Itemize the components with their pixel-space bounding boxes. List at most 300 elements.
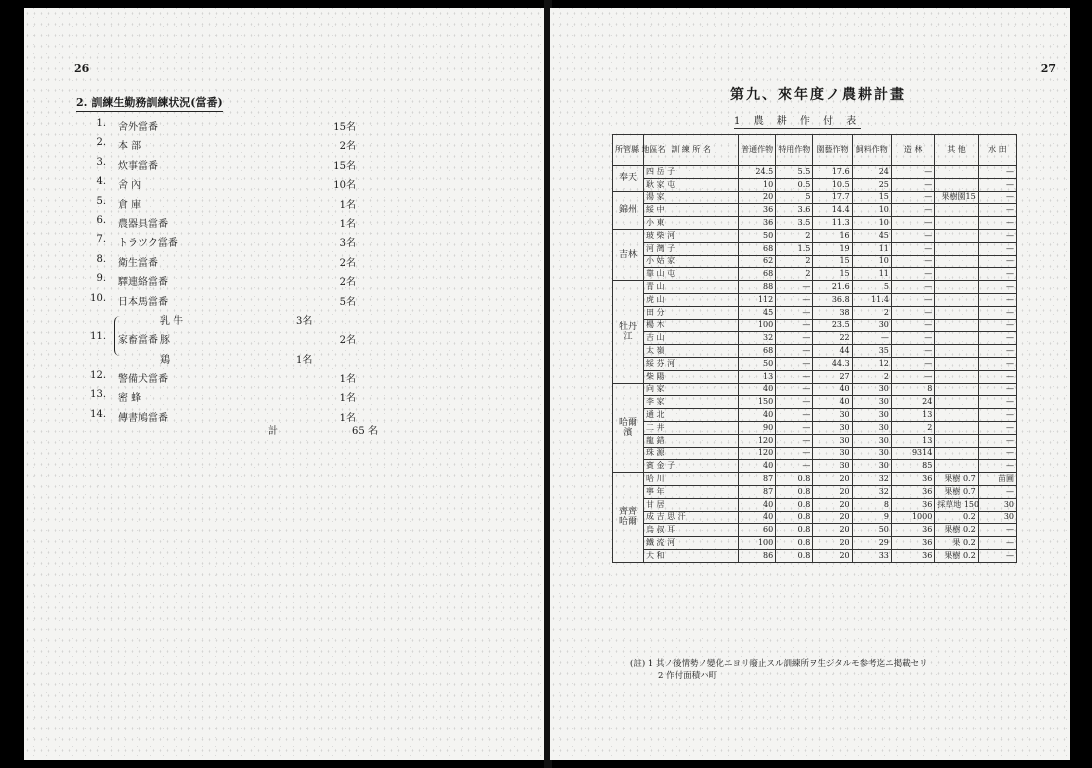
table-row <box>613 217 1017 230</box>
item-number: 9. <box>96 273 106 285</box>
item-count: 1名 <box>339 412 356 424</box>
value-cell: 0.8 <box>776 524 813 537</box>
value-cell: — <box>776 383 813 396</box>
item-count: 15名 <box>333 160 356 172</box>
value-cell: 8 <box>891 383 934 396</box>
value-cell: 果 0.2 <box>935 537 978 550</box>
value-cell: — <box>891 191 934 204</box>
value-cell: 36 <box>891 524 934 537</box>
value-cell: 20 <box>813 537 852 550</box>
value-cell: 17.6 <box>813 166 852 179</box>
value-cell: 40 <box>739 460 776 473</box>
item-number: 5. <box>96 195 106 207</box>
value-cell <box>935 357 978 370</box>
school-name: 珠 源 <box>643 447 738 460</box>
value-cell <box>935 268 978 281</box>
school-name: 烏 叔 耳 <box>643 524 738 537</box>
value-cell: 36 <box>891 549 934 562</box>
table-row <box>613 255 1017 268</box>
value-cell: 0.8 <box>776 473 813 486</box>
value-cell: 14.4 <box>813 204 852 217</box>
value-cell: 90 <box>739 421 776 434</box>
duty-list <box>84 118 384 428</box>
value-cell: 22 <box>813 332 852 345</box>
value-cell: 3.5 <box>776 217 813 230</box>
value-cell: — <box>978 485 1016 498</box>
value-cell: 44 <box>813 345 852 358</box>
item-name: 農器具當番 <box>118 218 168 230</box>
item-name: 炊事當番 <box>118 160 158 172</box>
item-number: 2. <box>96 137 106 149</box>
value-cell: 120 <box>739 434 776 447</box>
livestock-brace <box>114 316 121 356</box>
value-cell: 30 <box>978 498 1016 511</box>
value-cell: — <box>891 178 934 191</box>
value-cell: 9 <box>852 511 891 524</box>
section-title: 2. 訓練生勤務訓練状況(當番) <box>76 94 223 112</box>
school-name: 成 吉 思 汗 <box>643 511 738 524</box>
value-cell: 32 <box>852 485 891 498</box>
item-number: 13. <box>90 389 106 401</box>
value-cell: — <box>776 460 813 473</box>
table-row <box>613 293 1017 306</box>
item-count: 2名 <box>339 334 356 346</box>
school-name: 柴 陽 <box>643 370 738 383</box>
right-page <box>550 8 1070 760</box>
school-name: 甘 居 <box>643 498 738 511</box>
value-cell: — <box>776 421 813 434</box>
value-cell: 24 <box>891 396 934 409</box>
value-cell: 25 <box>852 178 891 191</box>
item-count: 15名 <box>333 122 356 133</box>
table-row <box>613 178 1017 191</box>
school-name: 四 岳 子 <box>643 166 738 179</box>
value-cell: 20 <box>813 473 852 486</box>
table-row <box>613 549 1017 562</box>
value-cell: 30 <box>852 434 891 447</box>
value-cell: 87 <box>739 473 776 486</box>
value-cell <box>935 229 978 242</box>
livestock-count: 1名 <box>296 354 313 366</box>
value-cell: — <box>891 268 934 281</box>
footnotes <box>630 658 928 682</box>
value-cell: 5 <box>852 281 891 294</box>
school-name: 耿 家 屯 <box>643 178 738 191</box>
table-row <box>613 421 1017 434</box>
value-cell: 40 <box>813 383 852 396</box>
value-cell: 2 <box>776 268 813 281</box>
value-cell: 44.3 <box>813 357 852 370</box>
value-cell: 11.4 <box>852 293 891 306</box>
value-cell: 50 <box>739 357 776 370</box>
value-cell: 87 <box>739 485 776 498</box>
total-value: 65 名 <box>352 426 378 437</box>
table-row <box>613 460 1017 473</box>
value-cell: 68 <box>739 242 776 255</box>
value-cell: 38 <box>813 306 852 319</box>
value-cell: 1000 <box>891 511 934 524</box>
table-row <box>613 229 1017 242</box>
school-name: 向 家 <box>643 383 738 396</box>
school-name: 小 東 <box>643 217 738 230</box>
school-name: 虎 山 <box>643 293 738 306</box>
page-number-left: 26 <box>74 62 90 75</box>
item-number: 12. <box>90 369 106 381</box>
value-cell <box>935 204 978 217</box>
value-cell: — <box>978 178 1016 191</box>
value-cell: — <box>776 345 813 358</box>
value-cell: — <box>891 332 934 345</box>
column-header: 園藝作物 <box>813 135 852 166</box>
value-cell: — <box>852 332 891 345</box>
total-label: 計 <box>268 426 278 437</box>
value-cell: — <box>978 447 1016 460</box>
value-cell: 32 <box>739 332 776 345</box>
value-cell: — <box>776 409 813 422</box>
value-cell: 32 <box>852 473 891 486</box>
value-cell: — <box>978 191 1016 204</box>
value-cell <box>935 281 978 294</box>
value-cell: 30 <box>852 447 891 460</box>
value-cell <box>935 409 978 422</box>
value-cell: 1.5 <box>776 242 813 255</box>
school-name: 大 和 <box>643 549 738 562</box>
table-row <box>613 383 1017 396</box>
value-cell: — <box>891 357 934 370</box>
school-name: 哈 川 <box>643 473 738 486</box>
value-cell: 果樹 0.7 <box>935 485 978 498</box>
page-number-right: 27 <box>1040 62 1056 75</box>
school-name: 青 山 <box>643 281 738 294</box>
item-number: 6. <box>96 214 106 226</box>
school-name: 小 姑 家 <box>643 255 738 268</box>
item-count: 2名 <box>339 277 356 289</box>
value-cell: — <box>978 255 1016 268</box>
table-row <box>613 166 1017 179</box>
value-cell: 36 <box>739 217 776 230</box>
value-cell: 30 <box>852 383 891 396</box>
item-number: 7. <box>96 234 106 246</box>
school-name: 綏 中 <box>643 204 738 217</box>
item-name: 日本馬當番 <box>118 296 168 308</box>
value-cell: — <box>978 537 1016 550</box>
value-cell: 13 <box>739 370 776 383</box>
item-number: 1. <box>96 118 106 129</box>
column-header: 水 田 <box>978 135 1016 166</box>
region-cell: 錦州 <box>613 191 644 229</box>
table-row <box>613 498 1017 511</box>
table-row <box>613 537 1017 550</box>
value-cell: — <box>891 293 934 306</box>
value-cell: — <box>776 357 813 370</box>
value-cell: 36.8 <box>813 293 852 306</box>
value-cell: 30 <box>813 460 852 473</box>
item-count: 3名 <box>339 238 356 250</box>
value-cell: — <box>891 204 934 217</box>
value-cell: 9314 <box>891 447 934 460</box>
value-cell: — <box>776 319 813 332</box>
sub-title: 1 農 耕 作 付 表 <box>734 112 861 129</box>
table-row <box>613 370 1017 383</box>
table-row <box>613 524 1017 537</box>
region-cell: 吉林 <box>613 229 644 280</box>
table-row <box>613 511 1017 524</box>
value-cell: — <box>891 281 934 294</box>
livestock-name: 豚 <box>160 335 170 347</box>
value-cell <box>935 319 978 332</box>
value-cell: 0.8 <box>776 549 813 562</box>
school-name: 鐵 流 河 <box>643 537 738 550</box>
left-page <box>24 8 546 760</box>
value-cell: — <box>891 306 934 319</box>
value-cell: 40 <box>739 383 776 396</box>
value-cell: 50 <box>852 524 891 537</box>
list-item <box>84 215 384 234</box>
item-count: 5名 <box>339 296 356 308</box>
value-cell: 0.2 <box>935 511 978 524</box>
school-name: 通 北 <box>643 409 738 422</box>
school-name: 河 灣 子 <box>643 242 738 255</box>
value-cell: 68 <box>739 345 776 358</box>
value-cell: 62 <box>739 255 776 268</box>
value-cell: 23.5 <box>813 319 852 332</box>
item-name: 警備犬當番 <box>118 373 168 385</box>
item-name: 密 蜂 <box>118 393 142 405</box>
value-cell: — <box>891 255 934 268</box>
value-cell: — <box>891 166 934 179</box>
item-name: 本 部 <box>118 141 142 153</box>
value-cell: 苗圃 <box>978 473 1016 486</box>
value-cell <box>935 370 978 383</box>
value-cell: 88 <box>739 281 776 294</box>
value-cell: — <box>978 293 1016 306</box>
item-number: 3. <box>96 156 106 168</box>
list-item <box>84 118 384 137</box>
item-name: 舍外當番 <box>118 122 158 133</box>
region-cell: 哈爾濱 <box>613 383 644 473</box>
item-count: 1名 <box>339 199 356 211</box>
value-cell: — <box>978 549 1016 562</box>
item-number: 14. <box>90 408 106 420</box>
value-cell <box>935 255 978 268</box>
list-item <box>84 370 384 389</box>
value-cell: 30 <box>852 396 891 409</box>
value-cell: — <box>891 229 934 242</box>
value-cell: 36 <box>891 537 934 550</box>
value-cell: 36 <box>891 485 934 498</box>
table-row <box>613 306 1017 319</box>
value-cell: 10 <box>852 204 891 217</box>
list-item <box>84 157 384 176</box>
value-cell: 30 <box>813 434 852 447</box>
table-row <box>613 485 1017 498</box>
table-row <box>613 409 1017 422</box>
value-cell: — <box>978 396 1016 409</box>
value-cell: 11.3 <box>813 217 852 230</box>
value-cell: 0.8 <box>776 537 813 550</box>
item-name: 舍 內 <box>118 180 142 192</box>
value-cell: 112 <box>739 293 776 306</box>
value-cell: 30 <box>813 409 852 422</box>
value-cell: — <box>978 383 1016 396</box>
value-cell: — <box>978 409 1016 422</box>
value-cell: 2 <box>776 255 813 268</box>
value-cell: — <box>978 166 1016 179</box>
value-cell: 0.5 <box>776 178 813 191</box>
value-cell: 29 <box>852 537 891 550</box>
value-cell: 33 <box>852 549 891 562</box>
value-cell: 30 <box>852 319 891 332</box>
value-cell: 12 <box>852 357 891 370</box>
school-name: 靠 山 屯 <box>643 268 738 281</box>
table-row <box>613 204 1017 217</box>
value-cell: — <box>978 524 1016 537</box>
item-number: 8. <box>96 253 106 265</box>
value-cell: 40 <box>739 409 776 422</box>
value-cell: — <box>978 421 1016 434</box>
value-cell <box>935 166 978 179</box>
value-cell: 45 <box>852 229 891 242</box>
value-cell: — <box>891 242 934 255</box>
value-cell: — <box>891 217 934 230</box>
value-cell: 果樹園15 <box>935 191 978 204</box>
value-cell: 36 <box>891 473 934 486</box>
value-cell <box>935 306 978 319</box>
value-cell: 100 <box>739 319 776 332</box>
item-number: 11. <box>90 330 106 342</box>
column-header: 所管縣 地區名 <box>613 135 644 166</box>
value-cell: 24 <box>852 166 891 179</box>
table-row <box>613 357 1017 370</box>
main-title: 第九、來年度ノ農耕計畫 <box>730 87 906 103</box>
value-cell: — <box>978 357 1016 370</box>
school-name: 吉 山 <box>643 332 738 345</box>
value-cell: 20 <box>813 498 852 511</box>
value-cell: 15 <box>813 268 852 281</box>
school-name: 寧 年 <box>643 485 738 498</box>
footnote-2: 2 作付面積ハ町 <box>658 671 718 681</box>
column-header: 飼料作物 <box>852 135 891 166</box>
table-row <box>613 319 1017 332</box>
table-row <box>613 447 1017 460</box>
value-cell: 15 <box>813 255 852 268</box>
value-cell: 20 <box>813 524 852 537</box>
value-cell: 2 <box>891 421 934 434</box>
column-header: 特用作物 <box>776 135 813 166</box>
item-name: 倉 庫 <box>118 199 142 211</box>
item-count: 1名 <box>339 393 356 405</box>
list-item <box>84 273 384 292</box>
column-header: 訓 練 所 名 <box>643 135 738 166</box>
column-header: 其 他 <box>935 135 978 166</box>
region-cell: 牡丹江 <box>613 281 644 383</box>
value-cell <box>935 345 978 358</box>
value-cell: — <box>891 319 934 332</box>
value-cell: 20 <box>813 511 852 524</box>
value-cell: 採草地 150 <box>935 498 978 511</box>
item-count: 2名 <box>339 141 356 153</box>
column-header: 造 林 <box>891 135 934 166</box>
item-number: 10. <box>90 292 106 304</box>
value-cell: — <box>776 434 813 447</box>
value-cell: — <box>978 370 1016 383</box>
school-name: 湯 家 <box>643 191 738 204</box>
value-cell: 35 <box>852 345 891 358</box>
table-row <box>613 281 1017 294</box>
value-cell <box>935 396 978 409</box>
livestock-count: 3名 <box>296 316 313 327</box>
value-cell: — <box>891 370 934 383</box>
column-header: 普通作物 <box>739 135 776 166</box>
list-item <box>84 254 384 273</box>
value-cell: 30 <box>813 447 852 460</box>
value-cell: 16 <box>813 229 852 242</box>
value-cell: 13 <box>891 409 934 422</box>
list-item <box>84 409 384 428</box>
table-row <box>613 396 1017 409</box>
value-cell: 30 <box>852 421 891 434</box>
value-cell: — <box>978 306 1016 319</box>
value-cell: 果樹 0.2 <box>935 549 978 562</box>
item-count: 1名 <box>339 218 356 230</box>
value-cell: 3.6 <box>776 204 813 217</box>
item-name: 家畜當番 <box>118 334 158 346</box>
list-item <box>84 176 384 195</box>
value-cell: 150 <box>739 396 776 409</box>
school-name: 綏 芬 河 <box>643 357 738 370</box>
value-cell: 8 <box>852 498 891 511</box>
value-cell: — <box>978 332 1016 345</box>
item-count: 2名 <box>339 257 356 269</box>
list-item <box>84 234 384 253</box>
value-cell: — <box>776 447 813 460</box>
value-cell <box>935 434 978 447</box>
cropping-table <box>612 134 1017 563</box>
value-cell: — <box>978 229 1016 242</box>
value-cell: 5.5 <box>776 166 813 179</box>
list-item <box>84 389 384 408</box>
value-cell: — <box>776 281 813 294</box>
value-cell: 68 <box>739 268 776 281</box>
value-cell: 40 <box>813 396 852 409</box>
value-cell: 100 <box>739 537 776 550</box>
value-cell: 17.7 <box>813 191 852 204</box>
livestock-name: 乳 牛 <box>160 316 184 327</box>
value-cell: — <box>978 204 1016 217</box>
value-cell: — <box>978 460 1016 473</box>
school-name: 二 井 <box>643 421 738 434</box>
value-cell: — <box>776 293 813 306</box>
value-cell: 21.6 <box>813 281 852 294</box>
item-count: 1名 <box>339 373 356 385</box>
value-cell <box>935 447 978 460</box>
value-cell: 40 <box>739 511 776 524</box>
value-cell: 30 <box>852 460 891 473</box>
value-cell: 86 <box>739 549 776 562</box>
value-cell: 30 <box>978 511 1016 524</box>
value-cell <box>935 178 978 191</box>
value-cell: — <box>978 268 1016 281</box>
value-cell: — <box>978 281 1016 294</box>
table-row <box>613 332 1017 345</box>
value-cell: 11 <box>852 268 891 281</box>
value-cell <box>935 383 978 396</box>
value-cell <box>935 217 978 230</box>
item-name: トラツク當番 <box>118 238 178 250</box>
value-cell: — <box>776 332 813 345</box>
value-cell: 10 <box>739 178 776 191</box>
school-name: 太 嶺 <box>643 345 738 358</box>
